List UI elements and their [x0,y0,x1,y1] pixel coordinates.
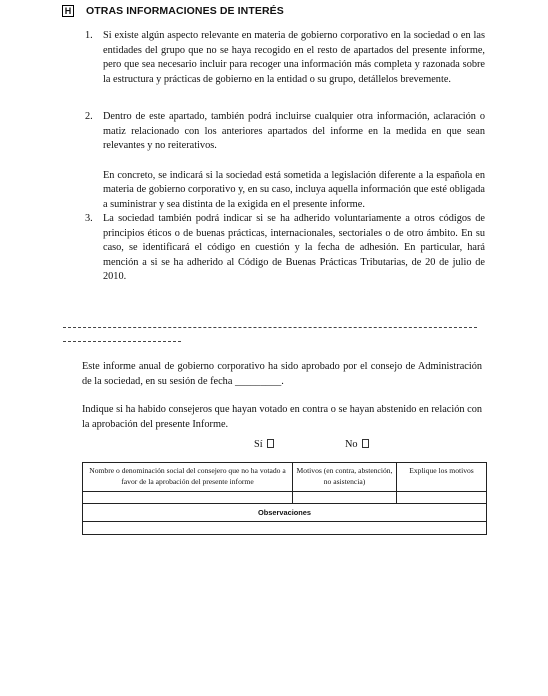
list-item-text: En concreto, se indicará si la sociedad está sometida a legislación diferente a la española en materia de gobierno corporativo y, en su caso, incluya aquella información que esté obligada a suministrar y sea distinta de la exigida en el presente informe. [103,169,485,210]
list-item-number: 1. [85,30,93,41]
list-item-2 [85,110,485,213]
vote-question-text: Indique si ha habido consejeros que hayan votado en contra o se hayan abstenido en relación con la aprobación del presente Informe. [82,404,482,430]
table-header-cell: Motivos (en contra, abstención, no asistencia) [293,463,397,492]
list-item-text: La sociedad también podrá indicar si se ha adherido voluntariamente a otros códigos de principios éticos o de buenas prácticas, internacionales, sectoriales o de otro ámbito. En su caso, se identificará el código en cuestión y la fecha de adhesión. En particular, hará mención a si se ha adherido al Código de Buenas Prácticas Tributarias, de 20 de julio de 2010. [103,213,485,283]
option-no-label: No [345,439,358,450]
list-item-text: Dentro de este apartado, también podrá incluirse cualquier otra información, aclaración o matiz relacionado con los anteriores apartados del informe en la medida en que sean relevantes y no reiterativos. [103,111,485,152]
table-header-cell: Nombre o denominación social del consejero que no ha votado a favor de la aprobación del presente informe [83,463,293,492]
checkbox-icon[interactable] [267,439,274,448]
checkbox-icon[interactable] [362,439,369,448]
vote-question-paragraph [82,403,482,432]
table-cell[interactable] [293,492,397,504]
answer-dotted-line [63,327,477,328]
approval-paragraph [82,360,482,389]
table-cell[interactable] [397,492,487,504]
option-yes-label: Sí [254,439,263,450]
observations-cell[interactable] [83,522,487,535]
list-item-1 [85,29,485,87]
section-letter-box: H [62,5,74,17]
list-item-3 [85,212,485,285]
list-item-number: 2. [85,111,93,122]
observations-header-row [83,504,487,522]
option-no[interactable] [345,439,369,450]
table-cell[interactable] [83,492,293,504]
answer-dotted-line [63,341,181,342]
list-item-text: Si existe algún aspecto relevante en materia de gobierno corporativo en la sociedad o en las entidades del grupo que no se haya recogido en el resto de apartados del presente informe, pero que sea necesario incluir para recoger una información más completa y razonada sobre la estructura y prácticas de gobierno en la entidad o su grupo, detállelos brevemente. [103,30,485,85]
table-header-cell: Explique los motivos [397,463,487,492]
section-header [62,3,284,19]
approval-text: Este informe anual de gobierno corporativo ha sido aprobado por el consejo de Administración de la sociedad, en su sesión de fecha _________. [82,361,482,387]
section-title: OTRAS INFORMACIONES DE INTERÉS [86,5,284,17]
option-yes[interactable] [254,439,274,450]
observations-label: Observaciones [83,504,487,522]
observations-row [83,522,487,535]
votes-table [82,462,487,535]
list-item-number: 3. [85,213,93,224]
table-row [83,492,487,504]
table-header-row [83,463,487,492]
